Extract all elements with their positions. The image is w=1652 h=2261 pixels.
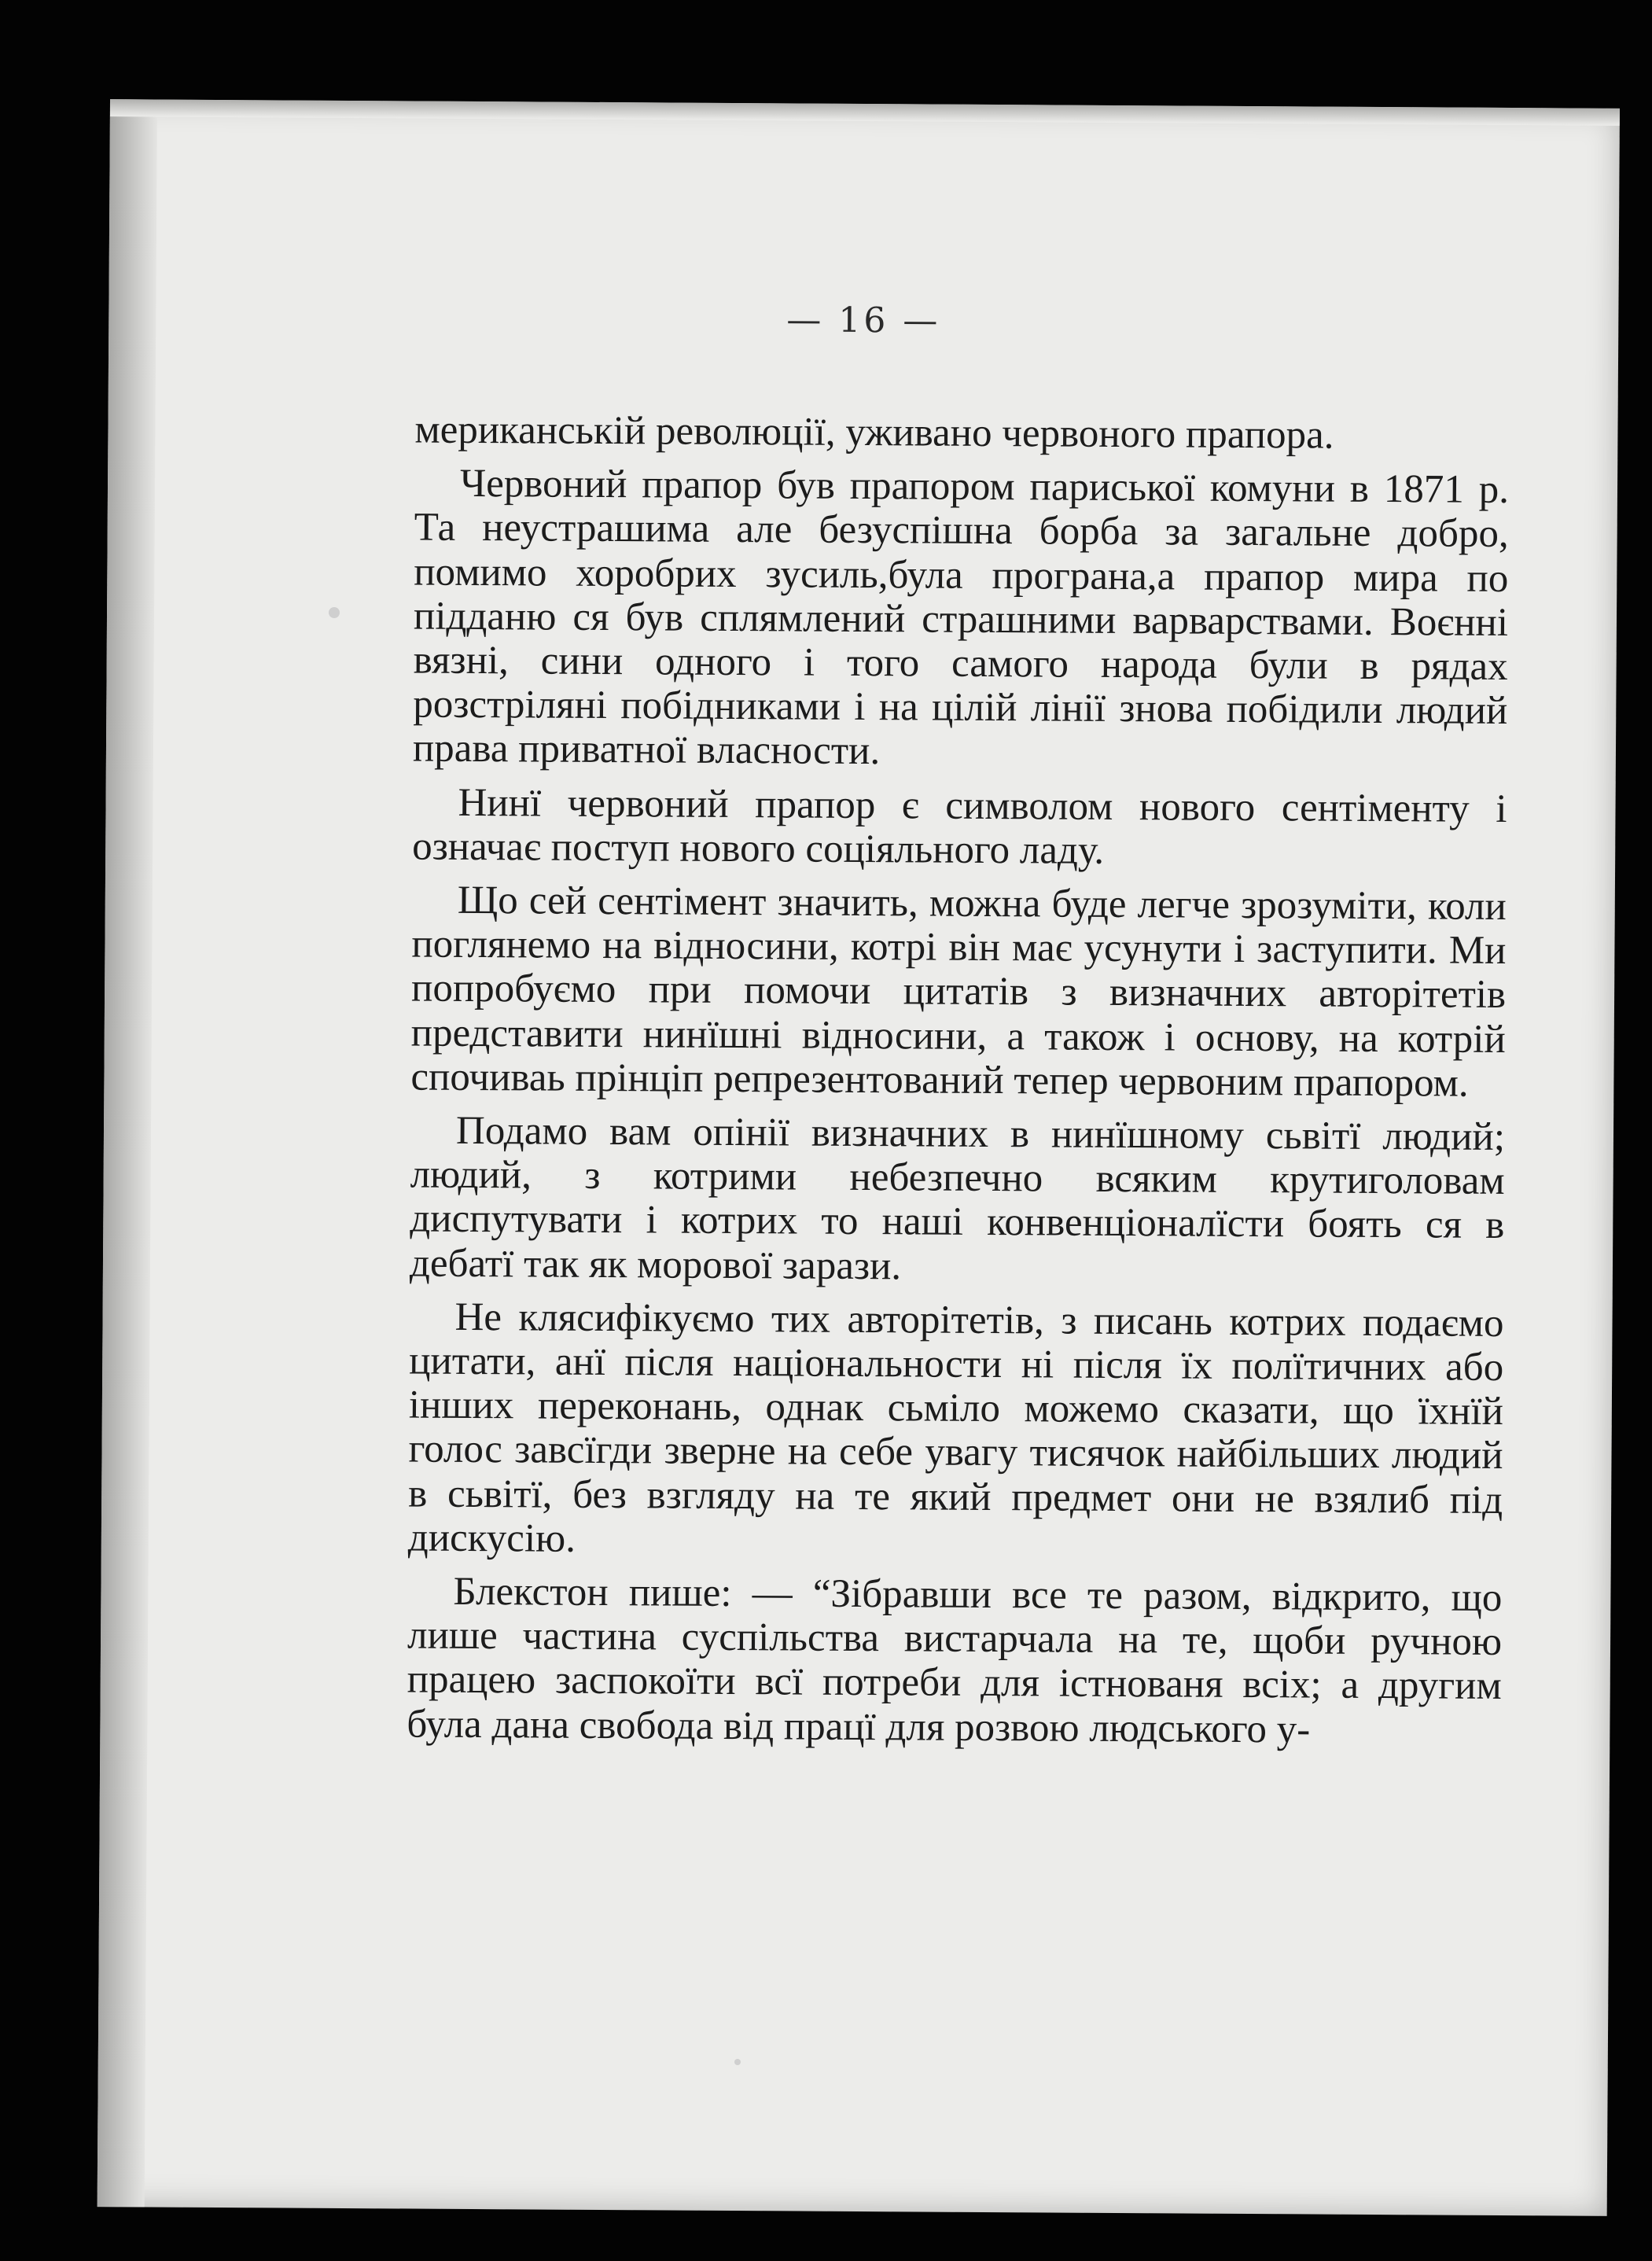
scan-speck	[329, 607, 340, 618]
paragraph: Блекстон пише: — “Зiбравши все те разом, вiдкрито, що лише частина суспiльства вистарчала на те, щоби ручною працею заспокоїти всї потреби для iстнованя всiх; а другим була дана свобода вiд працї для розвою людського у-	[407, 1569, 1503, 1752]
book-page	[98, 99, 1620, 2216]
paragraph: Подамо вам опiнiї визначних в нинїшному сьвiтї людий; людий, з котрими небезпечно всяким крутиголовам диспутувати i котрих то нашi конвенцiоналїсти боять ся в дебатї так як морової зарази.	[409, 1108, 1506, 1288]
paragraph: Не клясифiкуємо тих авторiтетiв, з писань котрих подаємо цитати, анї пiсля нацiональности нi пiсля їх полїтичних або iнших переконань, однак сьмiло можемо сказати, що їхнїй голос завсїгди зверне на себе увагу тисячок найбiльших людий в сьвiтї, без взгляду на те який предмет они не взялиб пiд дискусiю.	[407, 1294, 1504, 1561]
page-number: — 16 —	[786, 300, 941, 341]
paragraph: Нинї червоний прапор є символом нового сентiменту i означає поступ нового соцiяльного ладу.	[412, 780, 1507, 873]
paragraph-continued: мериканськiй революцiї, уживано червоного прапора.	[414, 407, 1334, 458]
scan-speck	[734, 2059, 741, 2065]
body-text	[407, 408, 1509, 1762]
paragraph: Що сей сентiмент значить, можна буде легче зрозумiти, коли поглянемо на вiдносини, котрi вiн має усунути i заступити. Ми попробуємо при помочи цитатiв з визначних авторiтетiв представити нинїшнi вiдносини, а також i основу, на котрiй спочиваь прiнцiп репрезентований тепер червоним прапором.	[410, 878, 1507, 1106]
paragraph: Червоний прапор був прапором париської комуни в 1871 р. Та неустрашима але безуспiшна борба за загальне добро, помимо хоробрих зусиль,була програна,а прапор мира по пiдданю ся був сплямлений страшними варварствами. Воєннi вязнi, сини одного i того самого народа були в рядах розстрiлянi побiдниками i на цiлiй лiнiї знова побiдили людий права приватної власности.	[412, 462, 1510, 774]
